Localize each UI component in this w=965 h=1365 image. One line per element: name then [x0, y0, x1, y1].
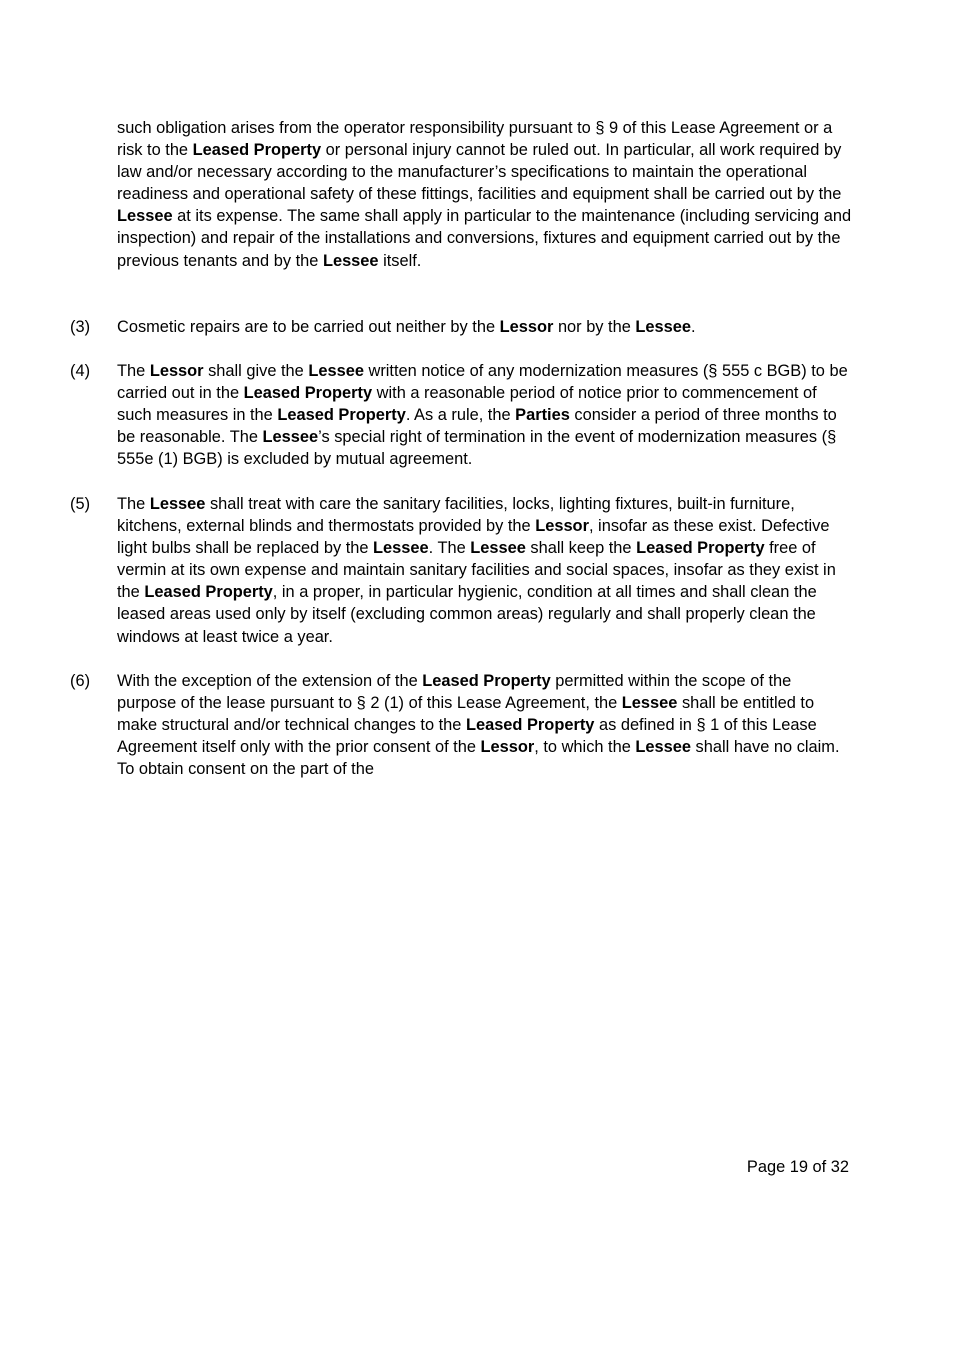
text-run: with a reasonable period of notice prior to commencement of such measures in the — [117, 384, 817, 425]
defined-term: Lessor — [480, 738, 535, 757]
paragraph-3 — [117, 316, 855, 338]
defined-term: Lessor — [499, 318, 554, 336]
defined-term: Lessee — [635, 318, 691, 336]
paragraph-number: (6) — [70, 672, 91, 690]
text-run: shall keep the — [525, 539, 637, 558]
text-run: as defined in § 1 of this Lease Agreement itself only with the prior consent of the — [117, 716, 817, 757]
defined-term: Leased Property — [243, 384, 373, 403]
defined-term: Lessee — [262, 428, 319, 447]
text-run: The — [117, 362, 150, 380]
paragraph-continuation — [117, 117, 855, 272]
defined-term: Lessee — [117, 207, 173, 226]
text-run: at its expense. The same shall apply in particular to the maintenance (including servicing and inspection) and repair of the installations and conversions, fixtures and equipment carried out by the previous tenants and by the — [117, 207, 852, 270]
defined-term: Lessor — [149, 362, 204, 380]
text-run: written notice of any modernization measures (§ 555 c BGB) to be carried out in the — [117, 362, 848, 403]
text-run: consider a period of three months to be reasonable. The — [117, 406, 837, 447]
defined-term: Lessee — [621, 694, 678, 713]
text-run: The — [117, 495, 150, 513]
text-run: shall treat with care the sanitary facilities, locks, lighting fixtures, built-in furniture, kitchens, external blinds and thermostats provided by the — [117, 495, 795, 536]
defined-term: Lessee — [308, 362, 364, 380]
defined-term: Lessee — [635, 738, 691, 757]
defined-term: Leased Property — [192, 141, 322, 160]
paragraph-number: (5) — [70, 495, 91, 513]
defined-term: Lessee — [373, 539, 429, 558]
paragraph-number: (4) — [70, 362, 91, 380]
paragraph-5 — [117, 493, 855, 648]
text-run: itself. — [378, 251, 422, 270]
text-run: . — [691, 318, 696, 336]
text-run: or personal injury cannot be ruled out. In particular, all work required by law and/or necessary according to the manufacturer’s specifications to maintain the operational readiness and operational safety of these fittings, facilities and equipment shall be carried out by the — [117, 141, 842, 204]
text-run: such obligation arises from the operator responsibility pursuant to § 9 of this Lease Agreement or a risk to the — [117, 119, 833, 160]
defined-term: Parties — [515, 406, 570, 425]
paragraph-4 — [117, 360, 855, 470]
text-run: , insofar as these exist. Defective light bulbs shall be replaced by the — [117, 517, 830, 558]
defined-term: Lessor — [535, 517, 589, 536]
text-run: free of vermin at its own expense and maintain sanitary facilities and social spaces, insofar as they exist in the — [117, 539, 836, 602]
defined-term: Lessee — [149, 495, 206, 513]
text-run: shall be entitled to make structural and/or technical changes to the — [117, 694, 815, 735]
text-run: , to which the — [534, 738, 636, 757]
text-run: . The — [428, 539, 471, 558]
defined-term: Leased Property — [144, 583, 273, 602]
text-run: Cosmetic repairs are to be carried out neither by the — [117, 318, 500, 336]
defined-term: Lessee — [322, 251, 379, 270]
page-number-footer: Page 19 of 32 — [746, 1158, 849, 1176]
defined-term: Leased Property — [422, 672, 551, 690]
text-run: shall give the — [203, 362, 309, 380]
text-run: permitted within the scope of the purpose of the lease pursuant to § 2 (1) of this Lease Agreement, the — [117, 672, 792, 713]
text-run: nor by the — [553, 318, 636, 336]
text-run: . As a rule, the — [405, 406, 516, 425]
defined-term: Leased Property — [636, 539, 765, 558]
defined-term: Lessee — [470, 539, 526, 558]
defined-term: Leased Property — [465, 716, 595, 735]
text-run: With the exception of the extension of the — [117, 672, 423, 690]
text-run: ’s special right of termination in the event of modernization measures (§ 555e (1) BGB) is excluded by mutual agreement. — [117, 428, 837, 469]
defined-term: Leased Property — [277, 406, 406, 425]
text-run: shall have no claim. To obtain consent on the part of the — [117, 738, 840, 779]
paragraph-6 — [117, 670, 855, 780]
paragraph-number: (3) — [70, 318, 91, 336]
text-run: , in a proper, in particular hygienic, condition at all times and shall clean the leased areas used only by itself (excluding common areas) regularly and shall properly clean the windows at least twice a year. — [117, 583, 817, 646]
